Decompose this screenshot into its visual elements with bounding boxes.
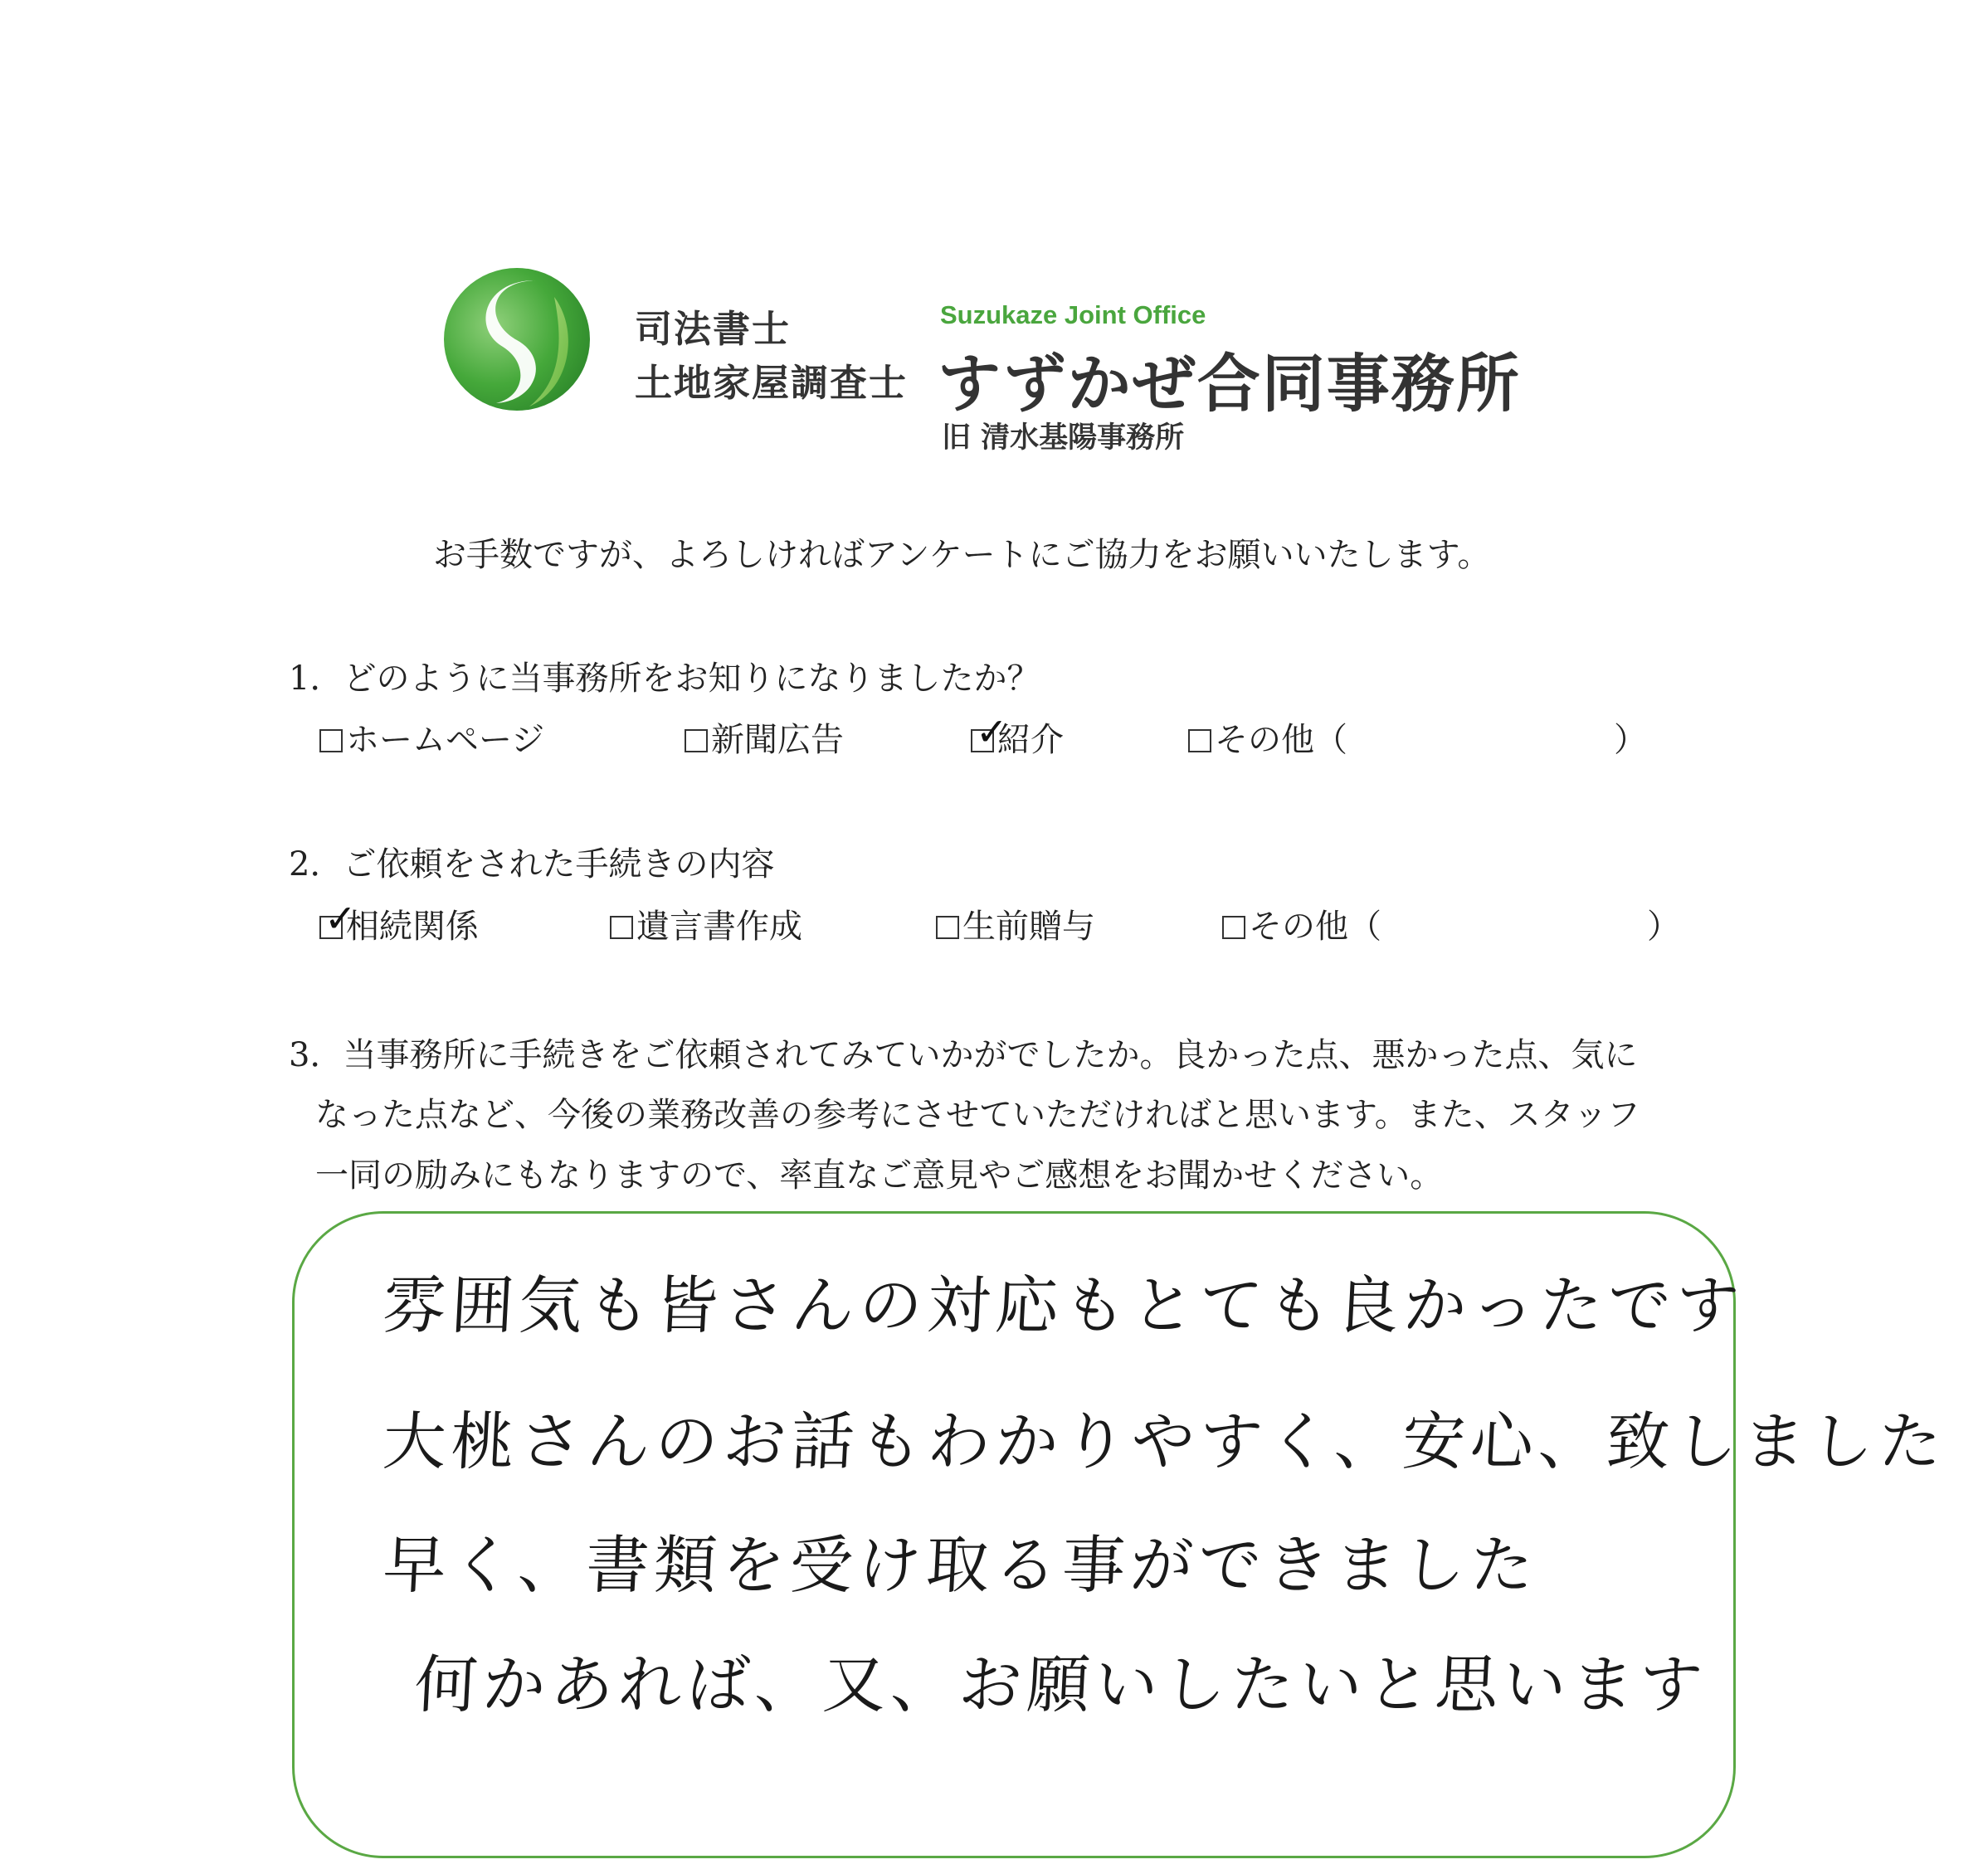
handwritten-answer-line-1: 雰囲気も皆さんの対応もとても良かったです: [381, 1268, 1747, 1342]
office-logo: [438, 264, 596, 415]
q1-option-other[interactable]: [1188, 713, 1347, 761]
option-label: ホームページ: [346, 721, 545, 759]
q1-option-referral[interactable]: [971, 709, 1064, 761]
q1-option-newspaper[interactable]: [685, 713, 844, 761]
q2-option-gift[interactable]: [936, 900, 1095, 947]
checkbox[interactable]: [1222, 916, 1245, 939]
question-2: 2．ご依頼をされた手続きの内容: [289, 845, 775, 883]
question-1: 1．どのように当事務所をお知りになりましたか？: [289, 660, 1040, 698]
question-3-line-1: 3．当事務所に手続きをご依頼されてみていかがでしたか。良かった点、悪かった点、気に: [289, 1036, 1638, 1074]
survey-intro: お手数ですが、よろしければアンケートにご協力をお願いいたします。: [433, 536, 1491, 574]
handwritten-answer-line-3: 早く、書類を受け取る事ができました: [381, 1528, 1541, 1602]
checkbox[interactable]: [685, 729, 708, 752]
q2-option-inheritance[interactable]: [319, 896, 479, 947]
option-label: その他（: [1215, 721, 1347, 759]
check-mark-icon: ✓: [324, 896, 357, 941]
checkbox-checked[interactable]: [971, 709, 1008, 754]
header-title-2: 土地家屋調査士: [635, 361, 909, 405]
header-former-name: 旧 清水基陽事務所: [942, 421, 1185, 455]
handwritten-answer-line-2: 大桃さんのお話もわかりやすく、安心、致しました: [381, 1404, 1949, 1478]
header-title-1: 司法書士: [635, 307, 792, 351]
option-label: その他（: [1249, 908, 1381, 946]
checkbox[interactable]: [610, 916, 633, 939]
checkbox[interactable]: [1188, 729, 1211, 752]
option-label: 生前贈与: [962, 908, 1095, 946]
checkbox[interactable]: [936, 916, 959, 939]
checkbox[interactable]: [319, 729, 343, 752]
option-label: 相続関係: [346, 908, 479, 946]
q1-option-homepage[interactable]: [319, 713, 544, 761]
handwritten-answer-line-4: 何かあれば、又、お願いしたいと思います: [412, 1648, 1710, 1721]
header-english-name: Suzukaze Joint Office: [940, 300, 1206, 329]
question-3-line-2: なった点など、今後の業務改善の参考にさせていただければと思います。また、スタッフ: [315, 1096, 1640, 1134]
q2-option-other[interactable]: [1222, 900, 1381, 947]
option-label: 遺言書作成: [636, 908, 802, 946]
question-3-line-3: 一同の励みにもなりますので、率直なご意見やご感想をお聞かせください。: [315, 1156, 1444, 1195]
q2-option-will[interactable]: [610, 900, 802, 947]
q1-other-close-paren: ）: [1614, 721, 1647, 759]
check-mark-icon: ✓: [976, 709, 1008, 754]
header-office-name: すずかぜ合同事務所: [938, 347, 1521, 421]
checkbox-checked[interactable]: [319, 896, 357, 941]
q2-other-close-paren: ）: [1647, 908, 1680, 946]
option-label: 紹介: [997, 721, 1064, 759]
option-label: 新聞広告: [711, 721, 844, 759]
